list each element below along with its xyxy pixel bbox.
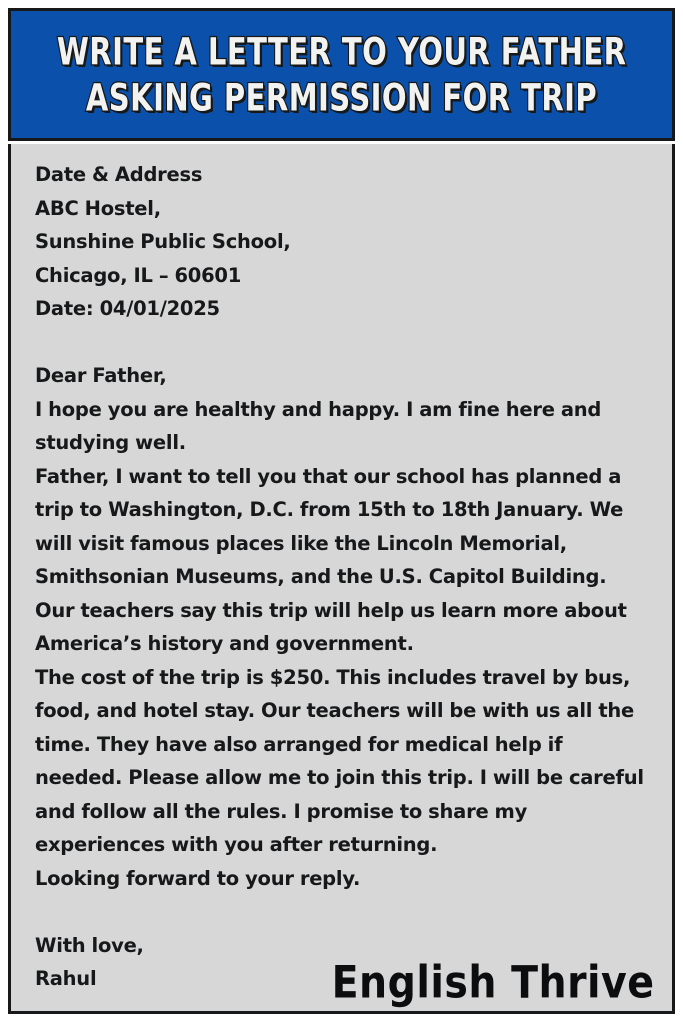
header-banner [8, 8, 675, 141]
header-title-line-2: ASKING PERMISSION FOR TRIP [85, 75, 598, 119]
letter-paragraph-1: I hope you are healthy and happy. I am fine here and studying well. [35, 397, 602, 454]
signature: Rahul [35, 967, 97, 990]
closing: With love, [35, 933, 144, 957]
header-title-line-1: WRITE A LETTER TO YOUR FATHER [56, 29, 627, 73]
address-line-2: Sunshine Public School, [35, 230, 291, 253]
letter-paragraph-4: Looking forward to your reply. [35, 866, 361, 890]
address-line-1: ABC Hostel, [35, 196, 161, 220]
spacer-before-closing [35, 895, 650, 929]
letter-body [8, 144, 675, 1014]
letter-content [35, 158, 650, 996]
salutation: Dear Father, [35, 364, 167, 387]
address-heading: Date & Address [35, 163, 203, 186]
spacer-after-address [35, 326, 650, 360]
address-line-3: Chicago, IL – 60601 [35, 263, 242, 287]
brand-watermark: English Thrive [331, 956, 654, 1009]
letter-paragraph-2: Father, I want to tell you that our school has planned a trip to Washington, D.C. from 15th to 18th January. We will visit famous places like the Lincoln Memorial, Smithsonian Museums, and the U.S. Capitol Building. Our teachers say this trip will help us learn more about America’s history and government. [35, 464, 627, 655]
letter-paragraph-3: The cost of the trip is $250. This includes travel by bus, food, and hotel stay. Our teachers will be with us all the time. They have also arranged for medical help if needed. Please allow me to join this trip. I will be careful and follow all the rules. I promise to share my experiences with you after returning. [35, 665, 644, 856]
date-line: Date: 04/01/2025 [35, 297, 220, 320]
